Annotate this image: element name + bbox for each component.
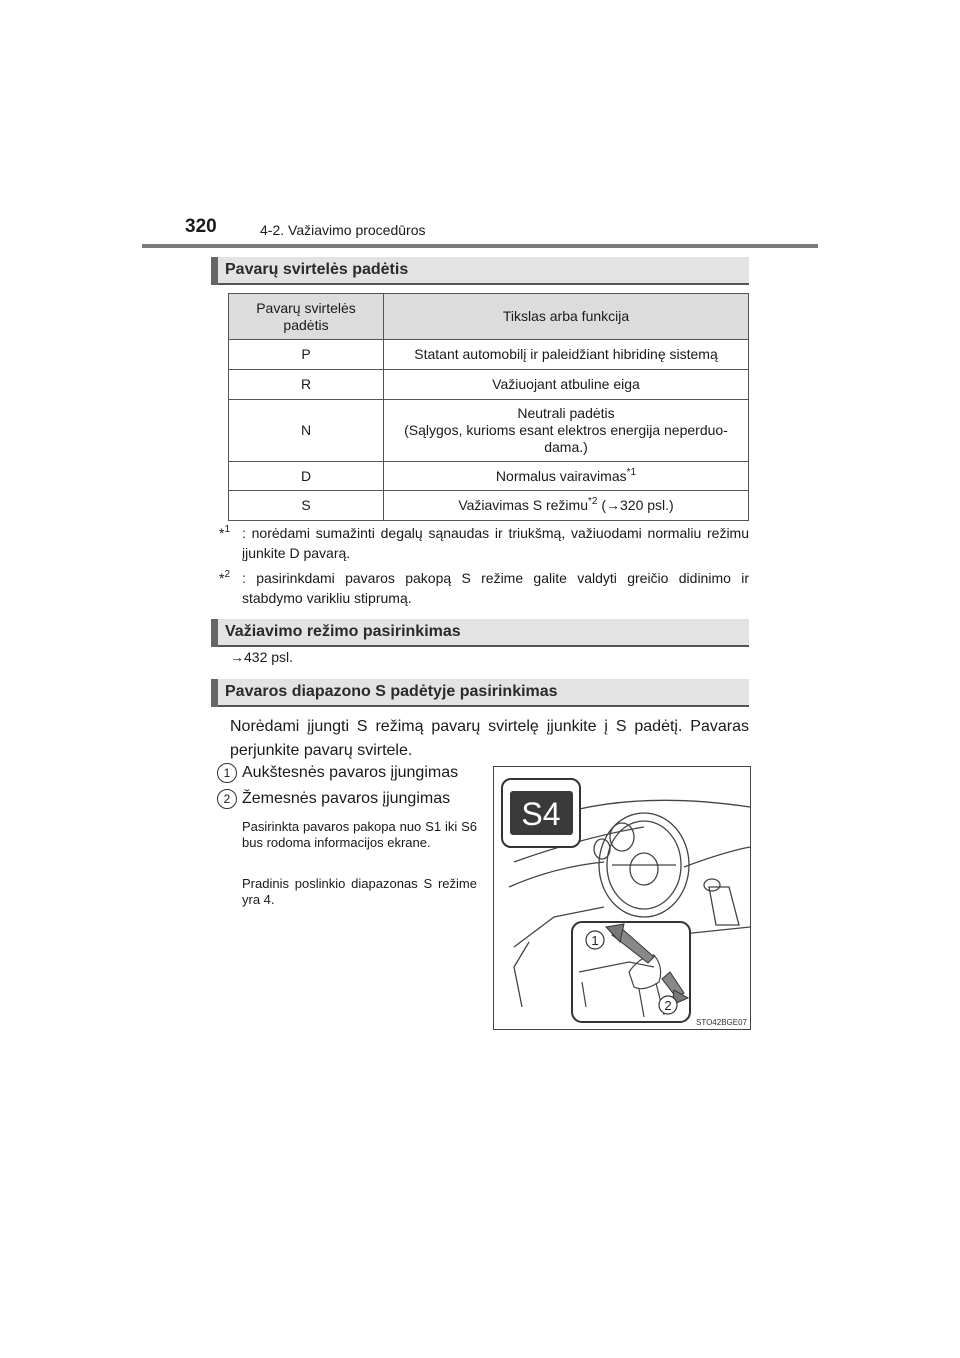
table-header-function: Tikslas arba funkcija — [384, 294, 749, 340]
callout-number-1: 1 — [217, 763, 237, 783]
figure-callout-2: 2 — [664, 998, 672, 1013]
footnote-2: *$^2$ : pasirinkdami pavaros pakopą S režime galite valdyti greičio didinimo ir stabdymo varikliu stiprumą. — [219, 569, 749, 606]
header-divider — [142, 244, 818, 248]
item-downshift: Žemesnės pavaros įjungimas — [242, 790, 451, 807]
note-gear-display: Pasirinkta pavaros pakopa nuo S1 iki S6 bus rodoma informacijos ekrane. — [242, 819, 477, 850]
table-row: D Normalus vairavimas$^{*1}$ — [229, 462, 749, 491]
figure-callout-1: 1 — [591, 933, 599, 948]
footnote-1: *$^1$ : norėdami sumažinti degalų sąnaudas ir triukšmą, važiuodami normaliu režimu įjunkite D pavarą. — [219, 524, 749, 561]
section-heading-drive-mode: Važiavimo režimo pasirinkimas — [211, 619, 749, 647]
callout-number-2: 2 — [217, 789, 237, 809]
table-row: S Važiavimas S režimu$^{*2}$ (→320 psl.) — [229, 491, 749, 521]
s4-display-text: S4 — [521, 796, 561, 832]
shift-position-table — [228, 293, 749, 521]
table-header-position: Pavarų svirtelės padėtis — [229, 294, 384, 340]
page-number: 320 — [185, 216, 217, 237]
section-heading-shift-position: Pavarų svirtelės padėtis — [211, 257, 749, 285]
item-upshift: Aukštesnės pavaros įjungimas — [242, 764, 459, 781]
table-row: P Statant automobilį ir paleidžiant hibridinę sistemą — [229, 340, 749, 370]
table-row: N Neutrali padėtis (Sąlygos, kurioms esant elektros energija neperduo- dama.) — [229, 400, 749, 462]
section-heading-s-mode: Pavaros diapazono S padėtyje pasirinkimas — [211, 679, 749, 707]
shift-lever-illustration — [493, 766, 751, 1030]
drive-mode-page-ref: →432 psl. — [230, 649, 294, 665]
note-initial-range: Pradinis poslinkio diapazonas S režime yra 4. — [242, 876, 477, 907]
figure-code: STO42BGE07 — [696, 1018, 747, 1027]
instruction-paragraph: Norėdami įjungti S režimą pavarų svirtelę įjunkite į S padėtį. Pavaras perjunkite pavarų svirtele. — [230, 718, 749, 759]
table-row: R Važiuojant atbuline eiga — [229, 370, 749, 400]
section-title: 4-2. Važiavimo procedūros — [260, 222, 426, 238]
